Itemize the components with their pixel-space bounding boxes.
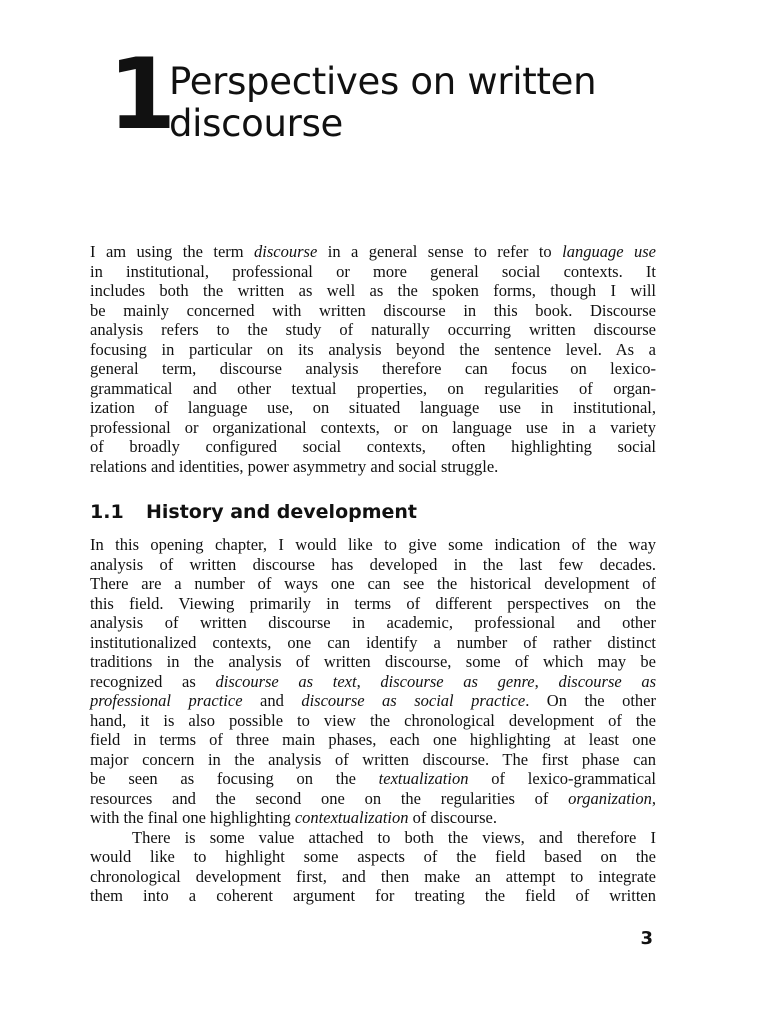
italic-term: discourse as text (215, 671, 357, 691)
text-run: traditions in the analysis of written discourse, some of which may be (90, 652, 656, 671)
text-run: be seen as focusing on the (90, 769, 379, 788)
italic-term: discourse as (558, 671, 657, 691)
text-line (90, 437, 656, 457)
text-line (90, 750, 656, 770)
text-line (90, 535, 656, 555)
text-line (90, 691, 656, 711)
text-run: would like to highlight some aspects of the field based on the (90, 847, 656, 866)
text-line (90, 574, 656, 594)
text-run: major concern in the analysis of written discourse. The first phase can (90, 749, 656, 769)
text-line (90, 457, 656, 477)
text-run: , (651, 788, 656, 808)
text-run: includes both the written as well as the spoken forms, though I will (90, 281, 656, 300)
text-run: in institutional, professional or more general social contexts. It (90, 261, 656, 281)
text-line (90, 613, 656, 633)
italic-term: organization (568, 788, 652, 808)
italic-term: textualization (378, 769, 469, 788)
text-run: chronological development first, and then make an attempt to integrate (90, 866, 656, 886)
text-line (90, 672, 656, 692)
text-line (90, 886, 656, 906)
text-line (90, 281, 656, 301)
section-body (90, 535, 656, 906)
text-line (90, 301, 656, 321)
text-run: focusing in particular on its analysis beyond the sentence level. As a (90, 339, 656, 359)
italic-term: discourse as genre (380, 671, 535, 691)
text-line (90, 359, 656, 379)
text-run: professional or organizational contexts, or on language use in a variety (90, 417, 656, 437)
text-run: relations and identities, power asymmetry and social struggle. (90, 456, 499, 476)
text-run: general term, discourse analysis therefore can focus on lexico- (90, 359, 656, 378)
text-line (90, 711, 656, 731)
text-line (90, 847, 656, 867)
text-run: field in terms of three main phases, each one highlighting at least one (90, 730, 656, 749)
text-run: of discourse. (408, 808, 497, 827)
text-run: analysis refers to the study of naturally occurring written discourse (90, 320, 656, 339)
text-line (90, 633, 656, 653)
text-run: with the final one highlighting (90, 808, 295, 827)
text-run: and (242, 691, 302, 710)
text-line (90, 418, 656, 438)
text-run: analysis of written discourse has developed in the last few decades. (90, 554, 656, 574)
intro-paragraph (90, 242, 656, 476)
text-run: There is some value attached to both the views, and therefore I (132, 827, 656, 847)
text-run: grammatical and other textual properties, on regularities of organ- (90, 378, 656, 398)
italic-term: contextualization (294, 808, 409, 827)
text-run: them into a coherent argument for treating the field of written (90, 886, 656, 905)
text-line (90, 730, 656, 750)
text-line (90, 808, 656, 828)
text-run: of lexico-grammatical (468, 769, 657, 788)
chapter-title (169, 61, 596, 145)
page-number: 3 (640, 928, 653, 949)
text-run: in a general sense to refer to (317, 242, 563, 261)
text-run: . On the other (525, 691, 656, 710)
text-line (90, 555, 656, 575)
text-line (90, 828, 656, 848)
text-run: I am using the term (90, 242, 255, 261)
italic-term: discourse as social practice (301, 691, 526, 710)
text-line (90, 398, 656, 418)
section-title: History and development (146, 501, 418, 523)
italic-term: language use (562, 242, 656, 261)
text-run: institutionalized contexts, one can identify a number of rather distinct (90, 632, 656, 652)
text-line (90, 262, 656, 282)
italic-term: professional practice (90, 691, 243, 710)
text-line (90, 340, 656, 360)
text-line (90, 652, 656, 672)
text-line (90, 789, 656, 809)
section-heading (90, 500, 417, 524)
text-run: , (356, 671, 381, 691)
text-run: hand, it is also possible to view the chronological development of the (90, 710, 656, 730)
chapter-title-line: Perspectives on written (169, 60, 597, 103)
text-run: this field. Viewing primarily in terms of different perspectives on the (90, 593, 656, 613)
text-run: resources and the second one on the regularities of (90, 788, 569, 808)
text-line (90, 594, 656, 614)
text-run: be mainly concerned with written discourse in this book. Discourse (90, 300, 656, 320)
chapter-title-line: discourse (169, 102, 344, 145)
text-run: In this opening chapter, I would like to give some indication of the way (90, 535, 656, 554)
text-run: ization of language use, on situated language use in institutional, (90, 398, 656, 417)
text-line (90, 867, 656, 887)
text-line (90, 379, 656, 399)
italic-term: discourse (254, 242, 318, 261)
text-run: of broadly configured social contexts, often highlighting social (90, 437, 656, 456)
text-run: recognized as (90, 671, 216, 691)
text-line (90, 769, 656, 789)
chapter-number: 1 (108, 38, 177, 152)
text-line (90, 242, 656, 262)
section-number: 1.1 (90, 501, 124, 523)
text-run: There are a number of ways one can see the historical development of (90, 574, 656, 593)
text-run: analysis of written discourse in academic, professional and other (90, 613, 656, 632)
text-line (90, 320, 656, 340)
text-run: , (534, 671, 559, 691)
